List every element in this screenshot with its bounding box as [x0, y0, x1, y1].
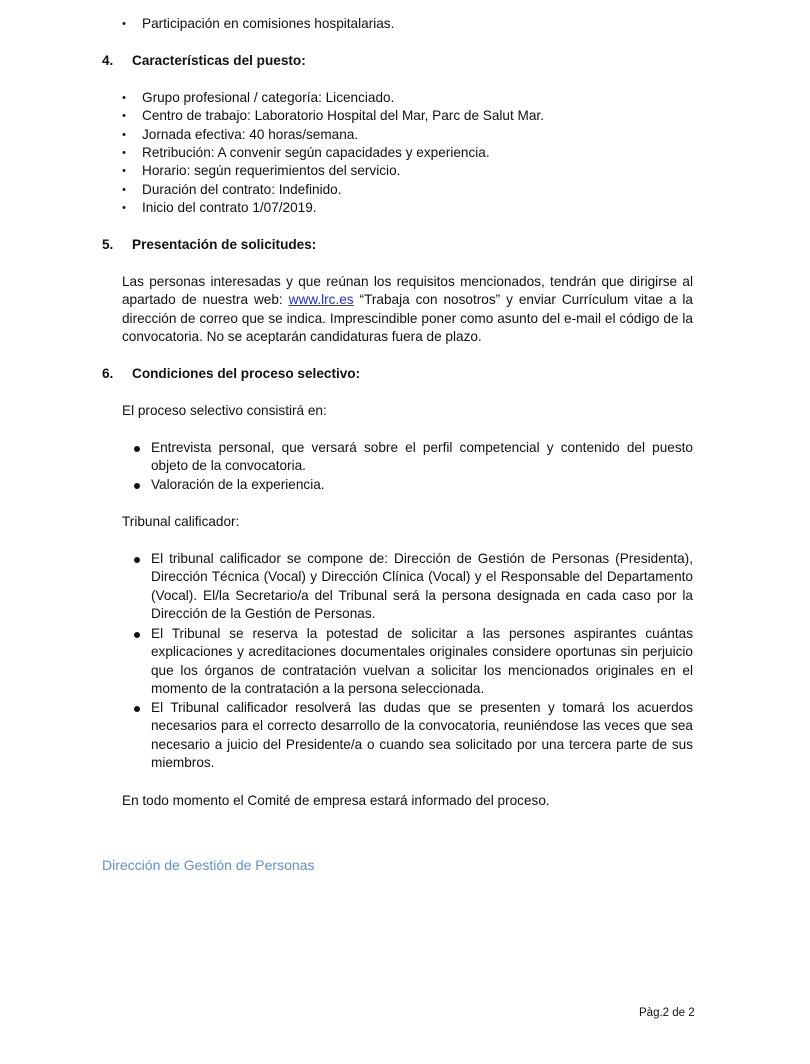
- bullet-marker: •: [122, 165, 126, 177]
- section-4-item: Jornada efectiva: 40 horas/semana.: [142, 127, 359, 142]
- bullet-marker: •: [122, 92, 126, 104]
- section-5-text-after-link: “Trabaja con nosotros” y enviar Currículum vitae a la dirección de correo que se indica. Imprescindible poner como asunto del e-mail el código de la convocatoria. No se aceptarán candidaturas fuera de plazo.: [122, 292, 693, 344]
- section-5-paragraph: [122, 273, 693, 346]
- section-4-item: Grupo profesional / categoría: Licenciado.: [142, 90, 395, 105]
- tribunal-label: Tribunal calificador:: [122, 514, 240, 529]
- section-5-text-before-link: Las personas interesadas y que reúnan los requisitos mencionados, tendrán que dirigirse al apartado de nuestra web:: [122, 274, 693, 308]
- bullet-dot: [134, 446, 140, 452]
- website-link[interactable]: www.lrc.es: [288, 292, 354, 308]
- bullet-dot: [134, 483, 140, 489]
- bullet-marker: •: [122, 184, 126, 196]
- bullet-marker: •: [122, 129, 126, 141]
- section-5-number: 5.: [102, 237, 114, 252]
- process-intro: El proceso selectivo consistirá en:: [122, 403, 327, 418]
- bullet-dot: [134, 706, 140, 712]
- section-6-number: 6.: [102, 366, 114, 381]
- section-4-item: Centro de trabajo: Laboratorio Hospital del Mar, Parc de Salut Mar.: [142, 108, 544, 123]
- top-bullet-text: Participación en comisiones hospitalarias.: [142, 16, 395, 31]
- section-5-title: Presentación de solicitudes:: [132, 237, 317, 252]
- tribunal-item: El Tribunal se reserva la potestad de solicitar a las persones aspirantes cuántas explicaciones y acreditaciones documentales originales considere oportunas sin perjuicio que los órganos de contratación vuelvan a solicitar los mencionados originales en el momento de la contratación a la persona seleccionada.: [151, 626, 693, 696]
- bullet-marker: •: [122, 110, 126, 122]
- page-number: Pàg.2 de 2: [639, 1007, 695, 1019]
- bullet-marker: •: [122, 18, 126, 30]
- bullet-dot: [134, 632, 140, 638]
- section-4-item: Retribución: A convenir según capacidades y experiencia.: [142, 145, 490, 160]
- section-6-title: Condiciones del proceso selectivo:: [132, 366, 361, 381]
- process-item: Entrevista personal, que versará sobre el perfil competencial y contenido del puesto objeto de la convocatoria.: [151, 440, 693, 474]
- bullet-marker: •: [122, 147, 126, 159]
- signature: Dirección de Gestión de Personas: [102, 857, 315, 873]
- process-item: Valoración de la experiencia.: [151, 477, 325, 492]
- bullet-dot: [134, 557, 140, 563]
- section-4-title: Características del puesto:: [132, 53, 306, 68]
- section-4-number: 4.: [102, 53, 114, 68]
- tribunal-item: El Tribunal calificador resolverá las dudas que se presenten y tomará los acuerdos necesarios para el correcto desarrollo de la convocatoria, reuniéndose las veces que sea necesario a juicio del Presidente/a o cuando sea solicitado por una tercera parte de sus miembros.: [151, 700, 693, 770]
- section-4-item: Horario: según requerimientos del servicio.: [142, 163, 401, 178]
- section-4-item: Inicio del contrato 1/07/2019.: [142, 200, 317, 215]
- tribunal-item: El tribunal calificador se compone de: Dirección de Gestión de Personas (Presidenta), Dirección Técnica (Vocal) y Dirección Clínica (Vocal) y el Responsable del Departamento (Vocal). El/la Secretario/a del Tribunal será la persona designada en cada caso por la Dirección de la Gestión de Personas.: [151, 551, 693, 621]
- closing-sentence: En todo momento el Comité de empresa estará informado del proceso.: [122, 793, 550, 808]
- section-4-item: Duración del contrato: Indefinido.: [142, 182, 342, 197]
- bullet-marker: •: [122, 202, 126, 214]
